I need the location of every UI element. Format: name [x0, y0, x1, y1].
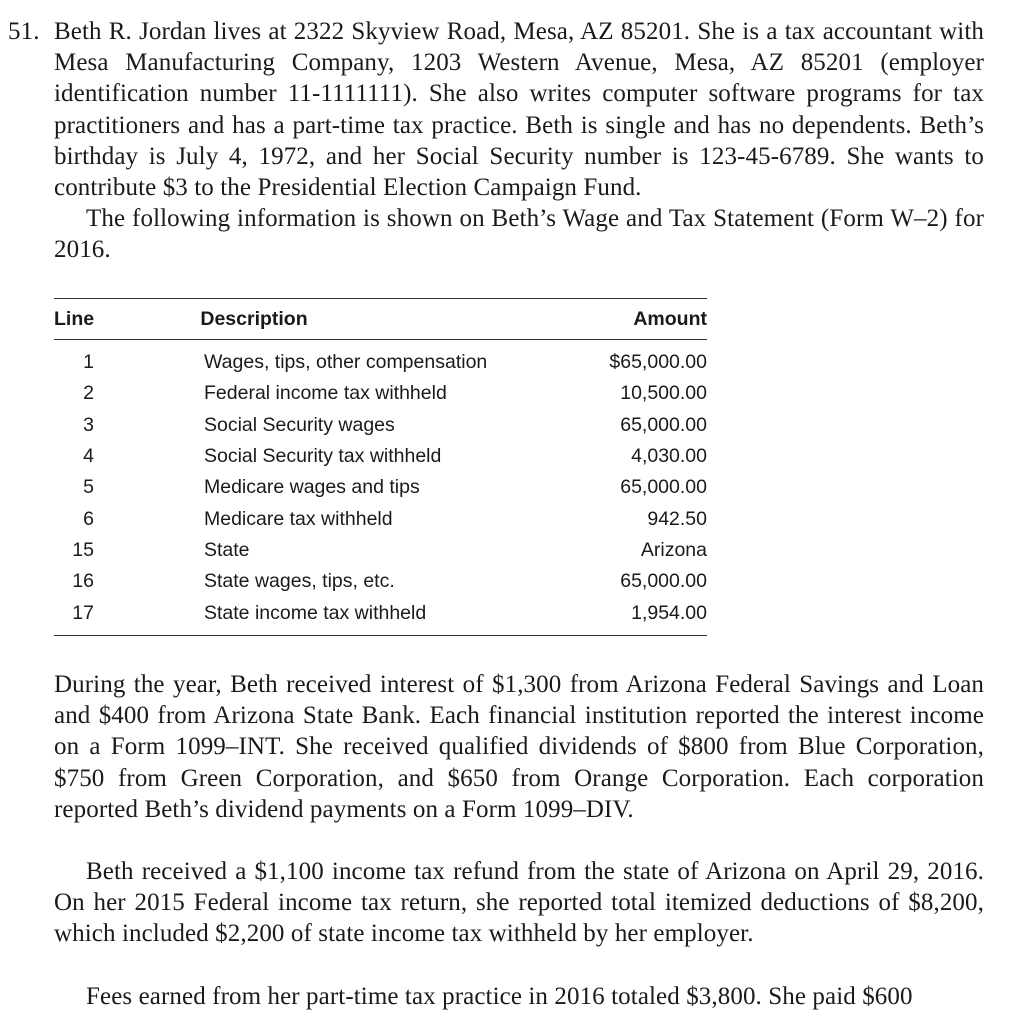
- row-description: State income tax withheld: [204, 601, 427, 624]
- header-description: Description: [200, 307, 308, 330]
- table-header-row: [54, 299, 707, 339]
- row-description: Social Security tax withheld: [204, 445, 442, 468]
- row-description: Medicare wages and tips: [204, 476, 420, 499]
- problem-intro-paragraph: Beth R. Jordan lives at 2322 Skyview Road, Mesa, AZ 85201. She is a tax accountant with Mesa Manufacturing Company, 1203 Western Avenue, Mesa, AZ 85201 (employer identification number 11-1111111). She also writes computer software programs for tax practitioners and has a part-time tax practice. Beth is single and has no dependents. Beth’s birthday is July 4, 1972, and her Social Security number is 123-45-6789. She wants to contribute $3 to the Presidential Election Campaign Fund.: [54, 18, 984, 202]
- row-amount: 65,000.00: [620, 570, 707, 593]
- row-amount: 10,500.00: [620, 382, 707, 405]
- row-line-number: 16: [72, 570, 94, 593]
- row-amount: 65,000.00: [620, 476, 707, 499]
- table-row: [54, 566, 707, 597]
- refund-paragraph: Beth received a $1,100 income tax refund from the state of Arizona on April 29, 2016. On her 2015 Federal income tax return, she reported total itemized deductions of $8,200, which included $2,200 of state income tax withheld by her employer.: [54, 858, 984, 948]
- row-amount: 1,954.00: [631, 601, 707, 624]
- table-row: [54, 472, 707, 503]
- row-line-number: 2: [83, 382, 94, 405]
- row-amount: $65,000.00: [609, 351, 707, 374]
- problem-number: 51.: [8, 18, 40, 45]
- header-line: Line: [54, 307, 95, 330]
- w2-intro-paragraph: The following information is shown on Beth’s Wage and Tax Statement (Form W–2) for 2016.: [54, 205, 984, 264]
- table-row: [54, 535, 707, 566]
- row-description: Social Security wages: [204, 413, 395, 436]
- row-line-number: 1: [83, 351, 94, 374]
- table-row: [54, 410, 707, 441]
- row-amount: Arizona: [640, 538, 707, 561]
- row-line-number: 15: [72, 538, 94, 561]
- table-row: [54, 347, 707, 378]
- row-description: State wages, tips, etc.: [204, 570, 395, 593]
- row-description: Federal income tax withheld: [204, 382, 447, 405]
- table-row: [54, 503, 707, 534]
- row-description: Wages, tips, other compensation: [204, 351, 488, 374]
- row-amount: 65,000.00: [620, 413, 707, 436]
- row-description: Medicare tax withheld: [204, 507, 393, 530]
- row-amount: 4,030.00: [631, 445, 707, 468]
- row-line-number: 6: [83, 507, 94, 530]
- interest-dividends-paragraph: During the year, Beth received interest of $1,300 from Arizona Federal Savings and Loan and $400 from Arizona State Bank. Each financial institution reported the interest income on a Form 1099–INT. She received qualified dividends of $800 from Blue Corporation, $750 from Green Corporation, and $650 from Orange Corporation. Each corporation reported Beth’s dividend payments on a Form 1099–DIV.: [54, 671, 984, 823]
- row-amount: 942.50: [647, 507, 707, 530]
- row-line-number: 4: [83, 445, 94, 468]
- row-line-number: 5: [83, 476, 94, 499]
- w2-table: [54, 298, 707, 636]
- table-body: [54, 340, 707, 635]
- table-row: [54, 597, 707, 628]
- table-row: [54, 441, 707, 472]
- header-amount: Amount: [633, 307, 707, 330]
- row-line-number: 3: [83, 413, 94, 436]
- row-line-number: 17: [72, 601, 94, 624]
- table-row: [54, 378, 707, 409]
- table-bottom-rule: [54, 635, 707, 636]
- fees-paragraph-partial: Fees earned from her part-time tax practice in 2016 totaled $3,800. She paid $600: [86, 983, 913, 1010]
- row-description: State: [204, 538, 250, 561]
